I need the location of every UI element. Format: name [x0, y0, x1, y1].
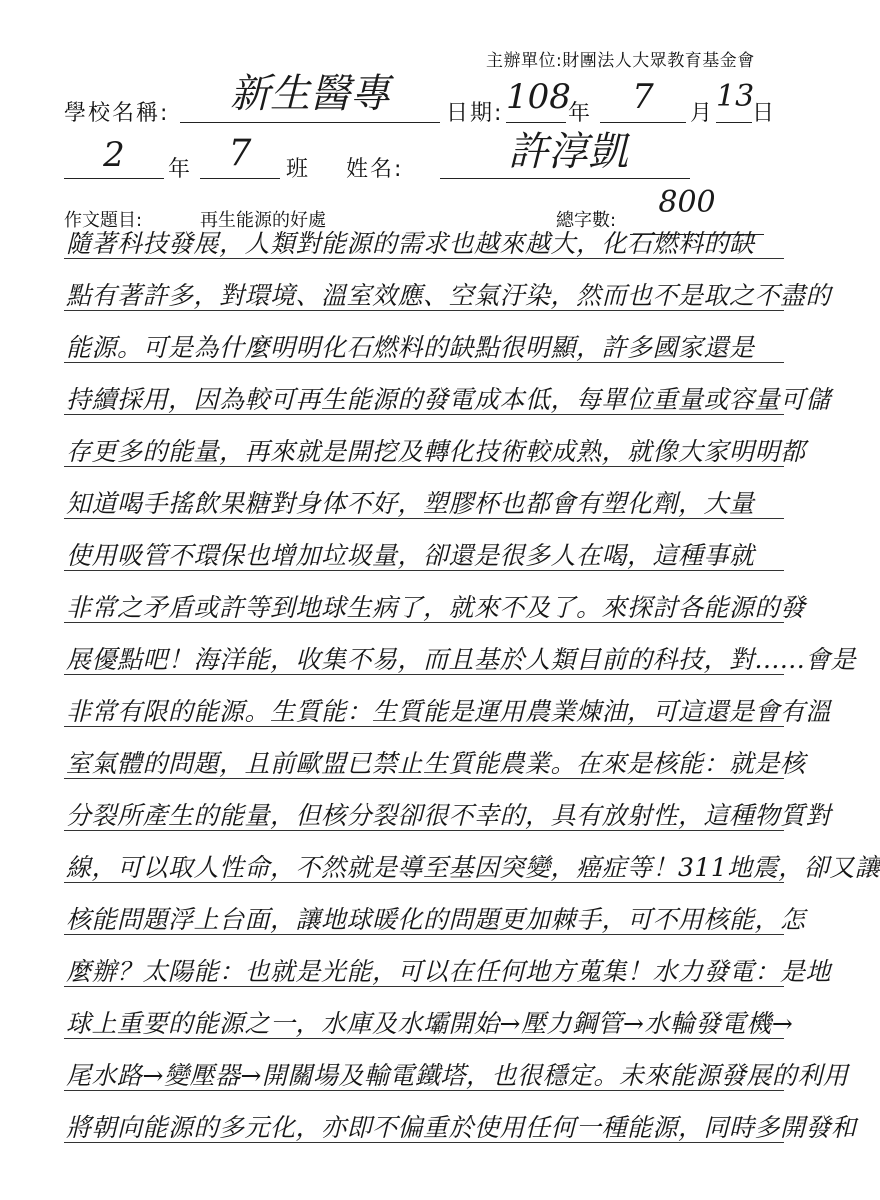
essay-line-text: 隨著科技發展，人類對能源的需求也越來越大，化石燃料的缺: [66, 229, 755, 258]
essay-line-text: 知道喝手搖飲果糖對身体不好，塑膠杯也都會有塑化劑，大量: [66, 489, 755, 518]
essay-ruled-line: [64, 570, 784, 571]
school-value: 新生醫專: [230, 71, 390, 117]
essay-line-text: 點有著許多，對環境、溫室效應、空氣汙染，然而也不是取之不盡的: [66, 281, 832, 310]
school-underline: [180, 122, 440, 123]
essay-ruled-line: [64, 1090, 784, 1091]
name-label: 姓名:: [346, 157, 404, 182]
class-underline: [200, 178, 280, 179]
date-year-value: 108: [506, 77, 571, 117]
date-label: 日期:: [446, 101, 504, 126]
essay-ruled-line: [64, 310, 784, 311]
essay-ruled-line: [64, 726, 784, 727]
essay-ruled-line: [64, 518, 784, 519]
essay-line-text: 展優點吧！海洋能，收集不易，而且基於人類目前的科技，對......會是: [66, 645, 857, 674]
essay-ruled-line: [64, 258, 784, 259]
essay-ruled-line: [64, 830, 784, 831]
year-label: 年: [568, 101, 593, 126]
essay-line-text: 將朝向能源的多元化，亦即不偏重於使用任何一種能源，同時多開發和: [66, 1113, 857, 1142]
essay-ruled-line: [64, 934, 784, 935]
essay-ruled-line: [64, 1142, 784, 1143]
sponsor-line: 主辦單位:財團法人大眾教育基金會: [486, 51, 755, 71]
essay-ruled-line: [64, 1038, 784, 1039]
essay-ruled-line: [64, 466, 784, 467]
essay-ruled-line: [64, 986, 784, 987]
date-day-underline: [716, 122, 752, 123]
essay-line-text: 尾水路→變壓器→開關場及輸電鐵塔，也很穩定。未來能源發展的利用: [66, 1061, 849, 1090]
wordcount-label: 總字數:: [556, 210, 617, 231]
date-month-value: 7: [632, 77, 654, 117]
essay-line-text: 麼辦？太陽能：也就是光能，可以在任何地方蒐集！水力發電：是地: [66, 957, 832, 986]
date-day-value: 13: [716, 79, 755, 114]
essay-ruled-line: [64, 882, 784, 883]
date-month-underline: [600, 122, 686, 123]
class-label: 班: [286, 157, 311, 182]
essay-line-text: 核能問題浮上台面，讓地球暖化的問題更加棘手，可不用核能，怎: [66, 905, 806, 934]
grade-value: 2: [103, 135, 125, 175]
day-label: 日: [752, 101, 777, 126]
essay-line-text: 球上重要的能源之一，水庫及水壩開始→壓力鋼管→水輪發電機→: [66, 1009, 794, 1038]
essay-ruled-line: [64, 778, 784, 779]
essay-line-text: 非常之矛盾或許等到地球生病了，就來不及了。來探討各能源的發: [66, 593, 806, 622]
grade-underline: [64, 178, 164, 179]
wordcount-value: 800: [658, 185, 716, 220]
essay-line-text: 存更多的能量，再來就是開挖及轉化技術較成熟，就像大家明明都: [66, 437, 806, 466]
essay-line-text: 能源。可是為什麼明明化石燃料的缺點很明顯，許多國家還是: [66, 333, 755, 362]
date-year-underline: [506, 122, 566, 123]
essay-ruled-line: [64, 622, 784, 623]
grade-label: 年: [168, 157, 193, 182]
name-underline: [440, 178, 690, 179]
month-label: 月: [690, 101, 715, 126]
essay-line-text: 持續採用，因為較可再生能源的發電成本低，每單位重量或容量可儲: [66, 385, 832, 414]
essay-ruled-line: [64, 414, 784, 415]
class-value: 7: [228, 133, 252, 174]
essay-line-text: 室氣體的問題，且前歐盟已禁止生質能農業。在來是核能：就是核: [66, 749, 806, 778]
name-value: 許淳凱: [508, 129, 628, 175]
topic-label: 作文題目:: [64, 210, 143, 231]
essay-line-text: 使用吸管不環保也增加垃圾量，卻還是很多人在喝，這種事就: [66, 541, 755, 570]
topic-value: 再生能源的好處: [200, 210, 326, 231]
essay-ruled-line: [64, 674, 784, 675]
essay-ruled-line: [64, 362, 784, 363]
essay-line-text: 非常有限的能源。生質能：生質能是運用農業煉油，可這還是會有溫: [66, 697, 832, 726]
school-label: 學校名稱:: [64, 101, 170, 126]
essay-line-text: 線，可以取人性命，不然就是導至基因突變，癌症等！311地震，卻又讓: [66, 853, 880, 882]
essay-line-text: 分裂所產生的能量，但核分裂卻很不幸的，具有放射性，這種物質對: [66, 801, 832, 830]
